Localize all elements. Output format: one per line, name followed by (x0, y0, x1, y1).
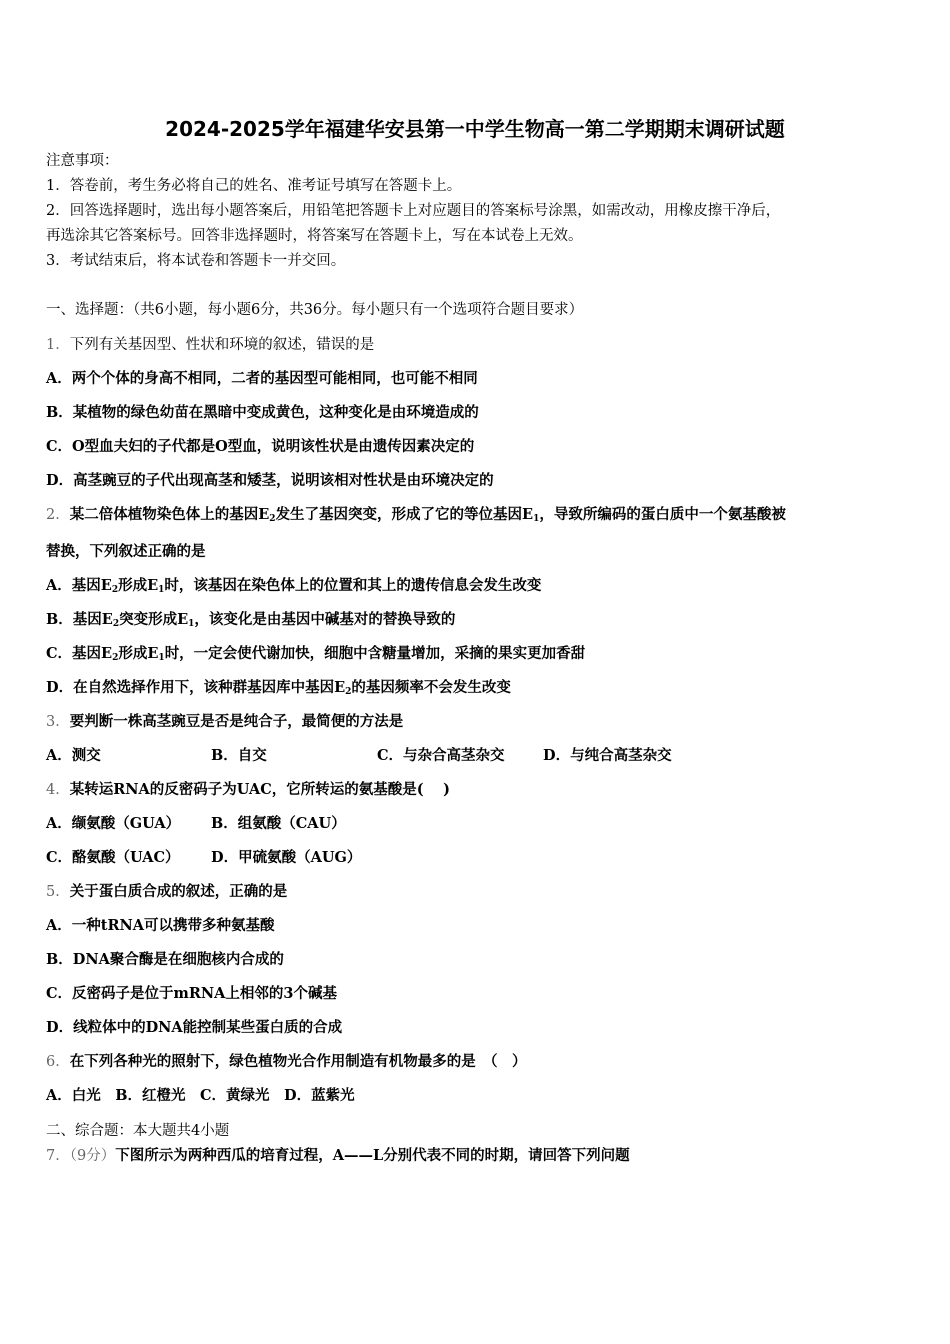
option-a: A．两个个体的身高不相同，二者的基因型可能相同，也可能不相同 (46, 370, 478, 387)
option-part: A．基因E (46, 577, 112, 594)
notice-item: 再选涂其它答案标号。回答非选择题时，将答案写在答题卡上，写在本试卷上无效。 (46, 228, 583, 244)
question-stem: 关于蛋白质合成的叙述，正确的是 (69, 883, 288, 900)
option-d (46, 678, 910, 698)
question-stem: 下图所示为两种西瓜的培育过程，A——L分别代表不同的时期，请回答下列问题 (115, 1147, 630, 1164)
option-b (46, 610, 910, 630)
question-1 (46, 335, 910, 355)
question-stem: 在下列各种光的照射下，绿色植物光合作用制造有机物最多的是 （ ） (69, 1053, 527, 1070)
option-a (46, 576, 910, 596)
question-number: 7． (46, 1148, 70, 1164)
option-b: B．DNA聚合酶是在细胞核内合成的 (46, 951, 284, 968)
question-number: 3． (46, 714, 70, 730)
option-c: C．O型血夫妇的子代都是O型血，说明该性状是由遗传因素决定的 (46, 438, 475, 455)
option-part: 时，一定会使代谢加快，细胞中含糖量增加，采摘的果实更加香甜 (164, 645, 586, 662)
subscript: 2 (345, 687, 352, 697)
question-stem: 要判断一株高茎豌豆是否是纯合子，最简便的方法是 (69, 713, 404, 730)
page-title: 2024-2025学年福建华安县第一中学生物高一第二学期期末调研试题 (165, 117, 785, 141)
option-c: C．酪氨酸（UAC） (46, 849, 180, 866)
subscript: 2 (112, 619, 120, 629)
question-stem-continued: 替换，下列叙述正确的是 (46, 543, 206, 560)
option-d: D．甲硫氨酸（AUG） (211, 849, 362, 866)
option-b: B．某植物的绿色幼苗在黑暗中变成黄色，这种变化是由环境造成的 (46, 404, 479, 421)
notice-item: 2．回答选择题时，选出每小题答案后，用铅笔把答题卡上对应题目的答案标号涂黑，如需改动，用橡皮擦干净后， (46, 203, 781, 219)
option-d: D．高茎豌豆的子代出现高茎和矮茎，说明该相对性状是由环境决定的 (46, 472, 494, 489)
option-b: B．组氨酸（CAU） (211, 815, 346, 832)
notice-item: 3．考试结束后，将本试卷和答题卡一并交回。 (46, 253, 346, 269)
option-a: A．缬氨酸（GUA） (46, 815, 181, 832)
subscript: 1 (533, 514, 540, 524)
subscript: 2 (269, 514, 276, 524)
question-6 (46, 1052, 910, 1072)
option-part: C．基因E (46, 645, 113, 662)
notice-heading: 注意事项： (46, 153, 119, 169)
question-number: 4． (46, 782, 70, 798)
option-part: B．基因E (46, 611, 113, 628)
question-number: 2． (46, 507, 70, 523)
option-c (46, 644, 910, 664)
option-a: A．一种tRNA可以携带多种氨基酸 (46, 917, 275, 934)
option-c: C．反密码子是位于mRNA上相邻的3个碱基 (46, 985, 338, 1002)
subscript: 1 (188, 619, 195, 629)
question-number: 5． (46, 884, 70, 900)
question-4 (46, 780, 910, 800)
question-stem-part: 某二倍体植物染色体上的基因E (69, 506, 270, 523)
section-heading: 二、综合题：本大题共4小题 (46, 1123, 230, 1139)
question-score: （9分） (69, 1148, 116, 1164)
option-part: D．在自然选择作用下，该种群基因库中基因E (46, 679, 346, 696)
options-row: A．白光 B．红橙光 C．黄绿光 D．蓝紫光 (46, 1087, 355, 1104)
option-d: D．线粒体中的DNA能控制某些蛋白质的合成 (46, 1019, 343, 1036)
question-number: 1． (46, 337, 70, 353)
question-stem: 某转运RNA的反密码子为UAC，它所转运的氨基酸是( ) (69, 781, 451, 798)
question-number: 6． (46, 1054, 70, 1070)
question-2 (46, 505, 910, 525)
question-stem-part: ，导致所编码的蛋白质中一个氨基酸被 (539, 506, 786, 523)
question-stem: 下列有关基因型、性状和环境的叙述，错误的是 (69, 337, 375, 353)
option-part: ，该变化是由基因中碱基对的替换导致的 (194, 611, 456, 628)
subscript: 2 (111, 585, 119, 595)
question-7 (46, 1146, 910, 1166)
section-heading: 一、选择题：（共6小题，每小题6分，共36分。每小题只有一个选项符合题目要求） (46, 302, 584, 318)
subscript: 1 (158, 653, 165, 663)
option-part: 突变形成E (119, 611, 189, 628)
option-a: A．测交 (46, 747, 101, 764)
notice-item: 1．答卷前，考生务必将自己的姓名、准考证号填写在答题卡上。 (46, 178, 462, 194)
question-3 (46, 712, 910, 732)
option-part: 时，该基因在染色体上的位置和其上的遗传信息会发生改变 (164, 577, 542, 594)
option-part: 形成E (118, 577, 159, 594)
option-d: D．与纯合高茎杂交 (543, 747, 672, 764)
question-5 (46, 882, 910, 902)
option-part: 的基因频率不会发生改变 (351, 679, 511, 696)
subscript: 2 (112, 653, 119, 663)
question-stem-part: 发生了基因突变，形成了它的等位基因E (275, 506, 534, 523)
option-b: B．自交 (211, 747, 267, 764)
option-c: C．与杂合高茎杂交 (377, 747, 505, 764)
subscript: 1 (158, 585, 165, 595)
option-part: 形成E (118, 645, 159, 662)
